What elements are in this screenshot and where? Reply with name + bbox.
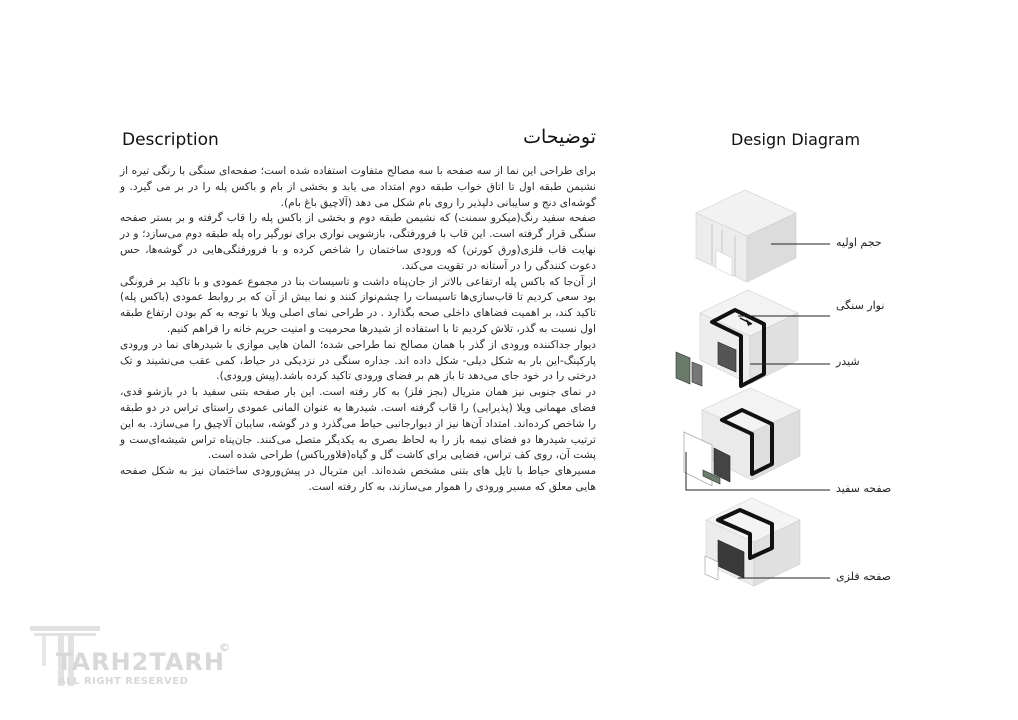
label-metal-panel: صفحه فلزی [836,570,891,583]
watermark-brand: TARH2TARH [56,648,225,676]
watermark-rights: ALL RIGHT RESERVED [58,676,189,687]
paragraph-5: در نمای جنوبی نیز همان متریال (بجز فلز) به کار رفته است. این بار صفحه بتنی سفید با در بازشو قدی، فضای مهمانی ویلا (پذیرایی) را قاب گرفته است. شیدرها به عنوان المانی عمودی راستای تراس در دو طبقه را شاخص کرده‌اند. امتداد آن‌ها نیز از دیوارجانبی حیاط می‌گذرد و در گوشه، سایبان آلاچیق را می‌سازد. به این ترتیب شیدرها دو فضای نیمه باز را به لحاظ بصری به یکدیگر متصل می‌کنند. جان‌پناه تراس شیشه‌ای‌ست و پشت آن، روی کف تراس، فضایی برای کاشت گل و گیاه(فلاورباکس) طراحی شده است. [120,386,596,462]
description-body [120,164,596,496]
metal-panel-figure [705,498,800,586]
label-white-panel: صفحه سفید [836,482,892,495]
paragraph-6: مسیرهای حیاط با تایل های بتنی مشخص شده‌اند. این متریال در پیش‌ورودی ساختمان نیز به شکل صفحه هایی معلق که مسیر ورودی را هموار می‌سازند، به کار رفته است. [120,465,596,493]
initial-volume-figure [696,190,796,282]
paragraph-3: از آن‌جا که باکس پله ارتفاعی بالاتر از جان‌پناه داشت و تاسیسات بنا در مجموع عمودی و با تاکید بر فرونگی بود سعی کردیم تا قاب‌سازی‌ها تاسیسات را چشم‌نواز کنند و نما بیش از آن که بر روابط عمودی (باکس پله) تاکید کند، بر اهمیت فضاهای داخلی صحه بگذارد . در طراحی نمای اصلی ویلا با توجه به کم بودن ارتفاع طبقه اول نسبت به گذر، تلاش کردیم تا با استفاده از شیدرها محرمیت و امنیت حریم خانه را فراهم کنیم. [120,275,596,335]
paragraph-4: دیوار جداکننده ورودی از گذر با همان مصالح نما طراحی شده؛ المان هایی موازی با شیدرهای نما در ورودی پارکینگ-این بار به شکل دیلی- شکل داده اند. جداره سنگی در نزدیکی در حیاط، کمی عقب می‌نشیند و تک درختی را در خود جای می‌دهد تا باز هم بر فضای ورودی تاکید کرده باشد.(پیش ورودی). [120,338,596,383]
label-shader: شیدر [836,355,860,368]
stone-strip-figure [676,290,798,386]
paragraph-1: برای طراحی این نما از سه صفحه با سه مصالح متفاوت استفاده شده است؛ صفحه‌ای سنگی با رنگی تیره از نشیمن طبقه اول تا اتاق خواب طبقه دوم امتداد می یابد و بخشی از بام و باکس پله را در بر می گیرد. و گوشه‌ای دنج و سایبانی دلپذیر را روی بام شکل می دهد (آلاچیق باغ بام). [120,165,596,209]
label-stone-strip: نوار سنگی [836,299,885,312]
white-panel-figure [684,388,800,486]
copyright-symbol: © [219,641,230,654]
design-diagram-heading: Design Diagram [731,130,861,149]
description-heading: Description [122,130,219,150]
paragraph-2: صفحه سفید رنگ(میکرو سمنت) که نشیمن طبقه دوم و بخشی از باکس پله را قاب گرفته و بر بستر صفحه سنگی قرار گرفته است. این قاب با فرورفتگی، بازشویی نواری برای نورگیر راه پله طبقه دوم می‌سازد؛ و در نهایت قاب فلزی(ورق کورتن) که ورودی ساختمان را شاخص کرده و با فرورفتگی‌هایی در گوشه‌ها، حس دعوت کنندگی را در آستانه در تقویت می‌کند. [120,212,596,272]
label-initial-volume: حجم اولیه [836,236,882,249]
farsi-description-heading: توضیحات [523,126,596,148]
